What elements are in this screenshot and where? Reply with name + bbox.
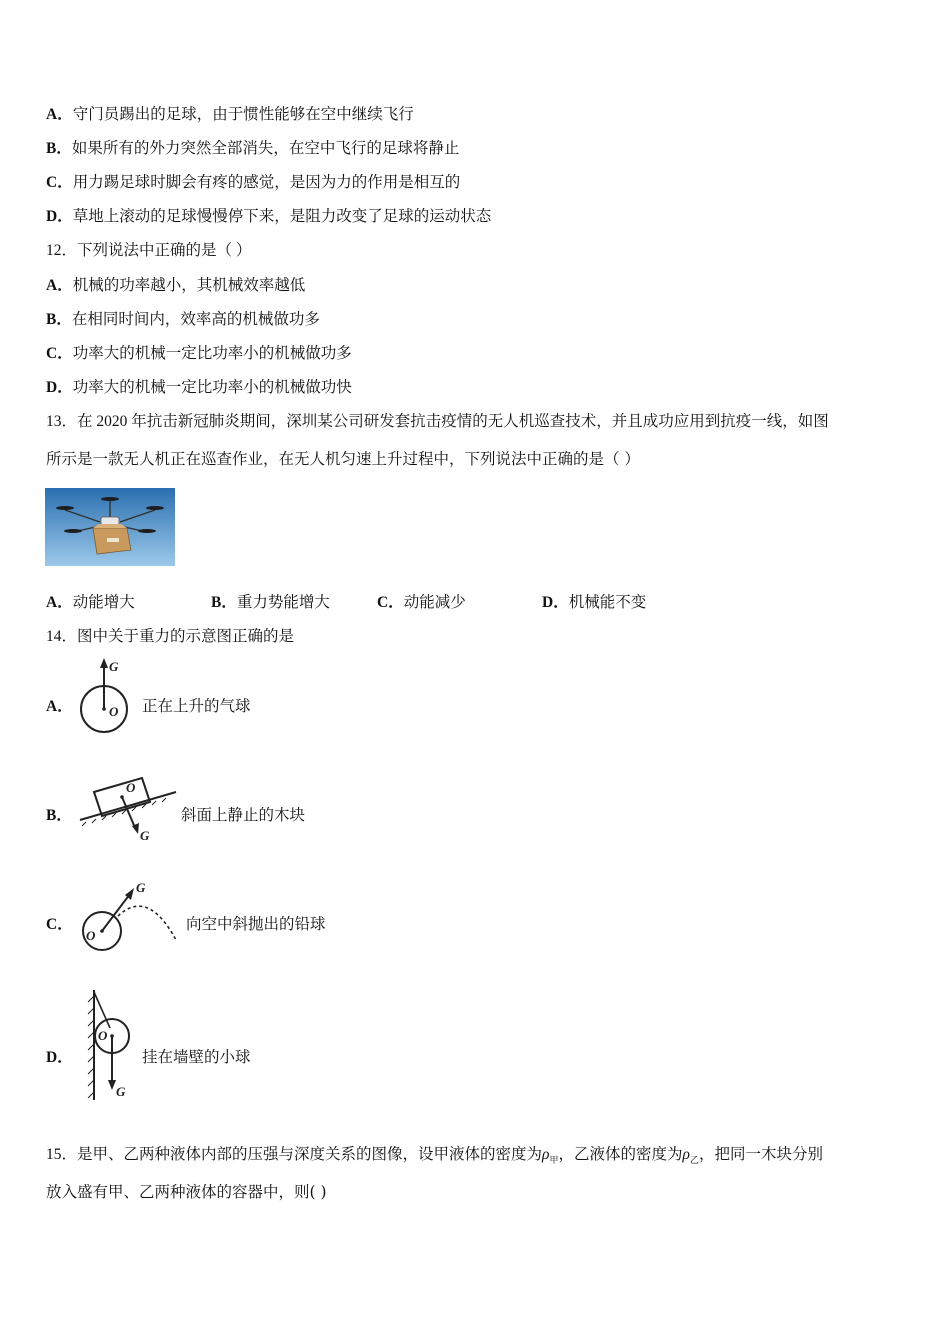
q15-text-b: ，乙液体的密度为 (558, 1146, 683, 1163)
rho-symbol: ρ (682, 1146, 690, 1163)
q15-stem-line2: 放入盛有甲、乙两种液体的容器中，则( ) (46, 1183, 327, 1201)
force-label-g: G (109, 659, 119, 674)
q15-stem-line1 (46, 1142, 823, 1166)
q14-option-b-caption: 斜面上静止的木块 (181, 806, 306, 824)
option-label: C． (46, 174, 73, 191)
force-label-g: G (116, 1084, 126, 1099)
option-text: 功率大的机械一定比功率小的机械做功多 (72, 344, 352, 362)
q14-stem: 14．图中关于重力的示意图正确的是 (46, 628, 295, 645)
q12-stem: 12．下列说法中正确的是（ ） (46, 242, 252, 259)
q11-option-a (46, 102, 414, 124)
option-text: 用力踢足球时脚会有疼的感觉，是因为力的作用是相互的 (72, 173, 461, 191)
shot-put-diagram (78, 878, 182, 954)
option-label: C． (46, 345, 73, 362)
option-label: B． (46, 311, 72, 328)
option-label: A． (46, 277, 73, 294)
q13-option-c (377, 590, 466, 612)
q13-option-d (542, 590, 646, 612)
q15-text-c: ，把同一木块分别 (698, 1146, 823, 1163)
q12-option-a (46, 273, 305, 295)
option-text: 动能减少 (403, 593, 466, 611)
center-label-o: O (109, 704, 119, 719)
option-label: D． (542, 594, 569, 611)
center-label-o: O (86, 928, 96, 943)
option-label: A． (46, 594, 73, 611)
q11-option-b (46, 136, 459, 158)
q13-stem-line1: 13．在 2020 年抗击新冠肺炎期间，深圳某公司研发套抗击疫情的无人机巡查技术，并且成功应用到抗疫一线，如图 (46, 413, 829, 430)
option-label: A． (46, 106, 73, 123)
option-label: B． (211, 594, 237, 611)
q12-option-c (46, 341, 352, 363)
q14-option-d-caption: 挂在墙壁的小球 (142, 1048, 251, 1066)
option-text: 守门员踢出的足球，由于惯性能够在空中继续飞行 (72, 105, 414, 123)
q13-options (46, 590, 846, 612)
q14-option-d-label: D． (46, 1049, 73, 1066)
q14-option-a-label: A． (46, 698, 73, 715)
center-label-o: O (126, 780, 136, 795)
option-label: B． (46, 140, 72, 157)
option-text: 机械的功率越小，其机械效率越低 (72, 276, 306, 294)
q11-option-c (46, 170, 460, 192)
q14-option-c-caption: 向空中斜抛出的铅球 (186, 915, 326, 933)
option-label: C． (377, 594, 404, 611)
option-text: 动能增大 (72, 593, 135, 611)
q14-option-a-caption: 正在上升的气球 (142, 697, 251, 715)
rho-subscript: 甲 (549, 1155, 559, 1166)
option-text: 如果所有的外力突然全部消失，在空中飞行的足球将静止 (71, 139, 460, 157)
center-label-o: O (98, 1028, 108, 1043)
force-label-g: G (136, 880, 146, 895)
incline-block-diagram (78, 770, 178, 846)
q14-option-c-label: C． (46, 916, 73, 933)
q13-option-a (46, 590, 135, 612)
option-label: D． (46, 379, 73, 396)
q13-stem-line2: 所示是一款无人机正在巡查作业，在无人机匀速上升过程中，下列说法中正确的是（ ） (46, 450, 640, 468)
option-text: 重力势能增大 (236, 593, 330, 611)
force-label-g: G (140, 828, 150, 843)
q13-option-b (211, 590, 330, 612)
q12-option-d (46, 375, 352, 397)
rho-symbol: ρ (542, 1146, 550, 1163)
q12-option-b (46, 307, 320, 329)
drone-photo (45, 488, 175, 566)
option-text: 机械能不变 (568, 593, 647, 611)
option-text: 功率大的机械一定比功率小的机械做功快 (72, 378, 352, 396)
wall-ball-diagram (84, 988, 144, 1104)
q11-option-d (46, 204, 491, 226)
option-text: 在相同时间内，效率高的机械做功多 (71, 310, 320, 328)
option-text: 草地上滚动的足球慢慢停下来，是阻力改变了足球的运动状态 (72, 207, 492, 225)
balloon-diagram (74, 656, 134, 740)
rho-subscript: 乙 (689, 1155, 699, 1166)
q15-text-a: 15．是甲、乙两种液体内部的压强与深度关系的图像，设甲液体的密度为 (46, 1146, 543, 1163)
q14-option-b-label: B． (46, 807, 72, 824)
option-label: D． (46, 208, 73, 225)
